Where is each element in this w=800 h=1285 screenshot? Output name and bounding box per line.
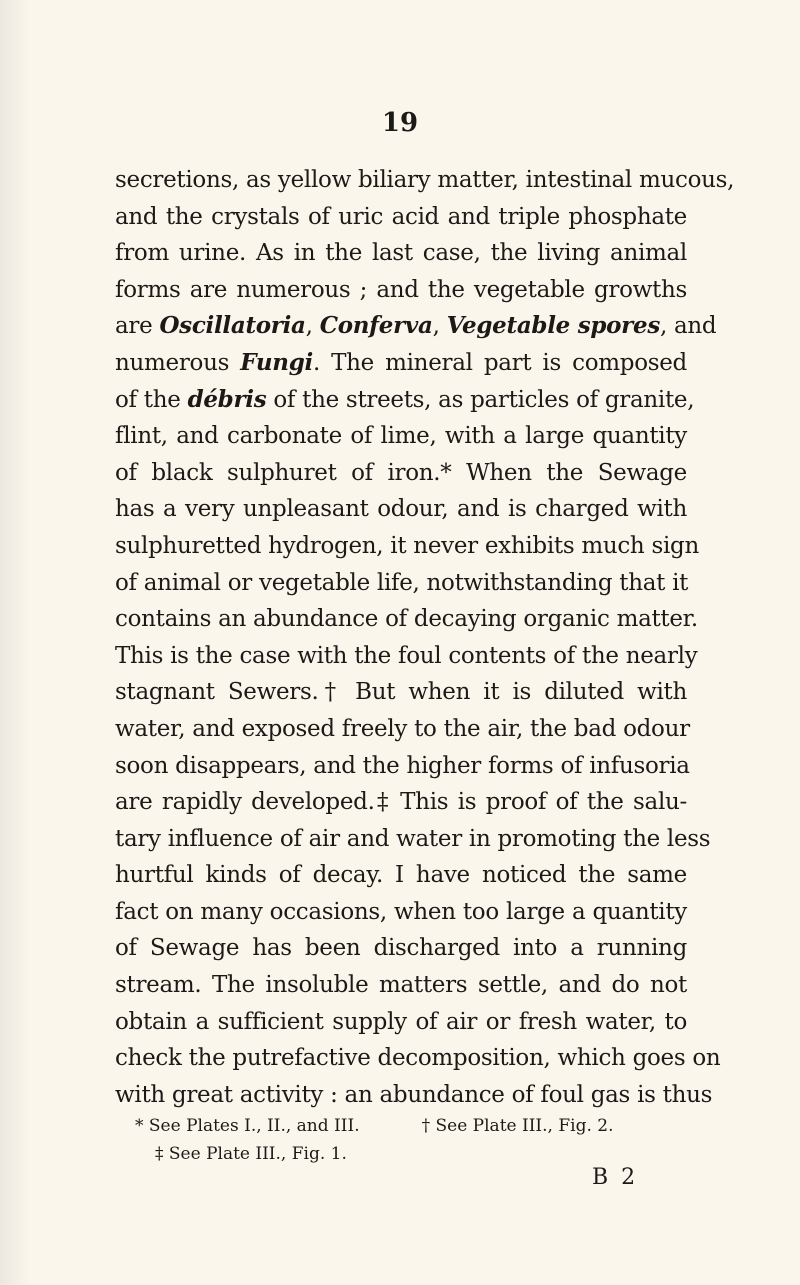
italic-term: Conferva bbox=[319, 312, 433, 340]
text-line: and the crystals of uric acid and triple phosphate bbox=[115, 203, 687, 230]
text-line: hurtful kinds of decay. I have noticed the same bbox=[115, 862, 687, 889]
text-line: of animal or vegetable life, notwithstanding that it bbox=[115, 569, 689, 596]
signature-mark: B 2 bbox=[592, 1165, 639, 1190]
text-line: of Sewage has been discharged into a running bbox=[115, 935, 687, 962]
text-line: stream. The insoluble matters settle, and do not bbox=[115, 972, 687, 999]
text-line: tary influence of air and water in promoting the less bbox=[115, 825, 711, 852]
footnote-row bbox=[135, 1140, 695, 1168]
text-line: check the putrefactive decomposition, which goes on bbox=[115, 1045, 721, 1072]
page-number: 19 bbox=[381, 108, 419, 138]
text-line: This is the case with the foul contents of the nearly bbox=[115, 642, 698, 669]
text-line: soon disappears, and the higher forms of infusoria bbox=[115, 752, 690, 779]
text-line: numerous Fungi. The mineral part is composed bbox=[115, 348, 687, 376]
text-line: secretions, as yellow biliary matter, intestinal mucous, bbox=[115, 167, 735, 193]
footnote-row bbox=[135, 1112, 695, 1140]
text-line: are rapidly developed.‡ This is proof of the salu- bbox=[115, 789, 687, 816]
text-line: fact on many occasions, when too large a quantity bbox=[115, 898, 687, 925]
text-line: with great activity : an abundance of foul gas is thus bbox=[115, 1081, 713, 1108]
text-line: contains an abundance of decaying organic matter. bbox=[115, 606, 698, 633]
text-line: water, and exposed freely to the air, the bad odour bbox=[115, 715, 690, 742]
italic-term: Oscillatoria bbox=[159, 312, 306, 340]
text-line: obtain a sufficient supply of air or fresh water, to bbox=[115, 1008, 687, 1035]
text-line: of the débris of the streets, as particles of granite, bbox=[115, 385, 695, 413]
text-line: forms are numerous ; and the vegetable growths bbox=[115, 276, 687, 303]
text-line: sulphuretted hydrogen, it never exhibits much sign bbox=[115, 532, 699, 559]
footnote-star: * See Plates I., II., and III. bbox=[135, 1116, 360, 1136]
text-line: stagnant Sewers.† But when it is diluted with bbox=[115, 679, 687, 706]
footnotes bbox=[135, 1112, 695, 1168]
text-line: of black sulphuret of iron.* When the Sewage bbox=[115, 459, 687, 486]
italic-term: Fungi bbox=[240, 348, 313, 376]
footnote-double-dagger: ‡ See Plate III., Fig. 1. bbox=[155, 1144, 347, 1164]
body-text bbox=[115, 162, 735, 1113]
footnote-dagger: † See Plate III., Fig. 2. bbox=[421, 1116, 614, 1136]
text-line: has a very unpleasant odour, and is charged with bbox=[115, 496, 687, 523]
italic-term: débris bbox=[187, 385, 267, 413]
text-line: are Oscillatoria, Conferva, Vegetable spores, and bbox=[115, 312, 717, 340]
text-line: flint, and carbonate of lime, with a large quantity bbox=[115, 423, 687, 450]
text-line: from urine. As in the last case, the living animal bbox=[115, 240, 687, 267]
italic-term: Vegetable spores bbox=[446, 312, 660, 340]
